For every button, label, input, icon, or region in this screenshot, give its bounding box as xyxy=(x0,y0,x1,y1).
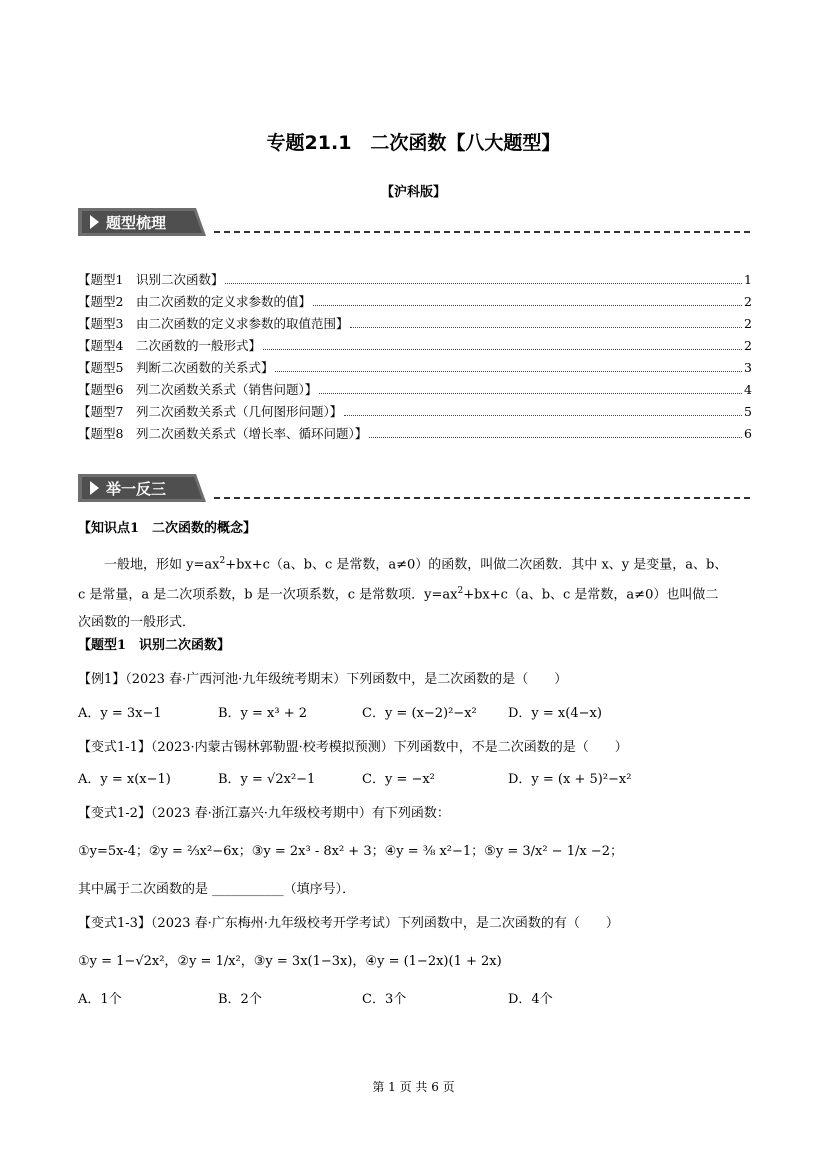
option-d[interactable]: D．y = x(4−x) xyxy=(508,706,602,721)
knowledge-paragraph: 一般地，形如 $y=ax^2+bx+c(a$、b、c 是常数，a≠0）的函数，叫做二次函数．其中 x、y 是变量，a、b、 c 是常量，a 是二次项系数，b 是一次项系数，c 是常数项．$y=ax^2+bx+c(a$、b、c 是常数，a≠0）也叫做二 次函数的一般形式． xyxy=(78,556,728,630)
section-banner-practice xyxy=(78,474,758,502)
toc-item[interactable]: 【题型5 判断二次函数的关系式】 3 xyxy=(78,360,752,375)
variant-1-2-blank: 其中属于二次函数的是 ___________（填序号）． xyxy=(78,882,356,897)
option-b[interactable]: B．y = x³ + 2 xyxy=(218,706,308,721)
option-b[interactable]: B．y = √2x²−1 xyxy=(218,772,316,787)
toc-item[interactable]: 【题型2 由二次函数的定义求参数的值】 2 xyxy=(78,294,752,309)
toc-item[interactable]: 【题型3 由二次函数的定义求参数的取值范围】 2 xyxy=(78,316,752,331)
option-c[interactable]: C．y = (x−2)²−x² xyxy=(362,706,477,721)
question-type-heading: 【题型1 识别二次函数】 xyxy=(78,638,231,653)
variant-1-2-functions: ①y=5x-4；②y = ⅔x²−6x；③y = 2x³ - 8x² + 3；④y = ⅜ x²−1；⑤y = 3/x² − 1/x −2； xyxy=(78,844,623,859)
variant-1-2-stem: 【变式1-2】（2023 春·浙江嘉兴·九年级校考期中）有下列函数： xyxy=(78,806,450,821)
toc-item[interactable]: 【题型7 列二次函数关系式（几何图形问题）】 5 xyxy=(78,404,752,419)
toc-item[interactable]: 【题型1 识别二次函数】 1 xyxy=(78,272,752,287)
document-title: 专题21.1 二次函数【八大题型】 xyxy=(266,132,561,154)
play-arrow-icon xyxy=(90,215,99,229)
variant-1-3-stem: 【变式1-3】（2023 春·广东梅州·九年级校考开学考试）下列函数中，是二次函数的有（ ） xyxy=(78,916,619,931)
banner-label: 题型梳理 xyxy=(106,214,167,232)
variant-1-3-functions: ①y = 1−√2x²，②y = 1/x²，③y = 3x(1−3x)，④y = (1−2x)(1 + 2x) xyxy=(78,954,502,969)
option-c[interactable]: C．y = −x² xyxy=(362,772,435,787)
option-d[interactable]: D．4个 xyxy=(508,992,553,1007)
dashed-divider xyxy=(214,497,750,499)
section-banner-overview xyxy=(78,208,758,236)
variant-1-1-stem: 【变式1-1】（2023·内蒙古锡林郭勒盟·校考模拟预测）下列函数中，不是二次函数的是（ ） xyxy=(78,740,628,755)
option-c[interactable]: C．3个 xyxy=(362,992,407,1007)
example-1-stem: 【例1】（2023 春·广西河池·九年级统考期末）下列函数中，是二次函数的是（ ） xyxy=(78,672,568,687)
toc-item[interactable]: 【题型4 二次函数的一般形式】 2 xyxy=(78,338,752,353)
option-d[interactable]: D．y = (x + 5)²−x² xyxy=(508,772,632,787)
banner-label: 举一反三 xyxy=(106,480,167,498)
toc-item[interactable]: 【题型6 列二次函数关系式（销售问题）】 4 xyxy=(78,382,752,397)
play-arrow-icon xyxy=(90,481,99,495)
edition-label: 【沪科版】 xyxy=(380,185,446,200)
option-b[interactable]: B．2个 xyxy=(218,992,262,1007)
dashed-divider xyxy=(214,231,750,233)
toc-item[interactable]: 【题型8 列二次函数关系式（增长率、循环问题）】 6 xyxy=(78,426,752,441)
option-a[interactable]: A．y = 3x−1 xyxy=(78,706,162,721)
page-footer: 第 1 页 共 6 页 xyxy=(372,1080,455,1094)
knowledge-point-title: 【知识点1 二次函数的概念】 xyxy=(78,521,257,536)
option-a[interactable]: A．1个 xyxy=(78,992,122,1007)
option-a[interactable]: A．y = x(x−1) xyxy=(78,772,171,787)
